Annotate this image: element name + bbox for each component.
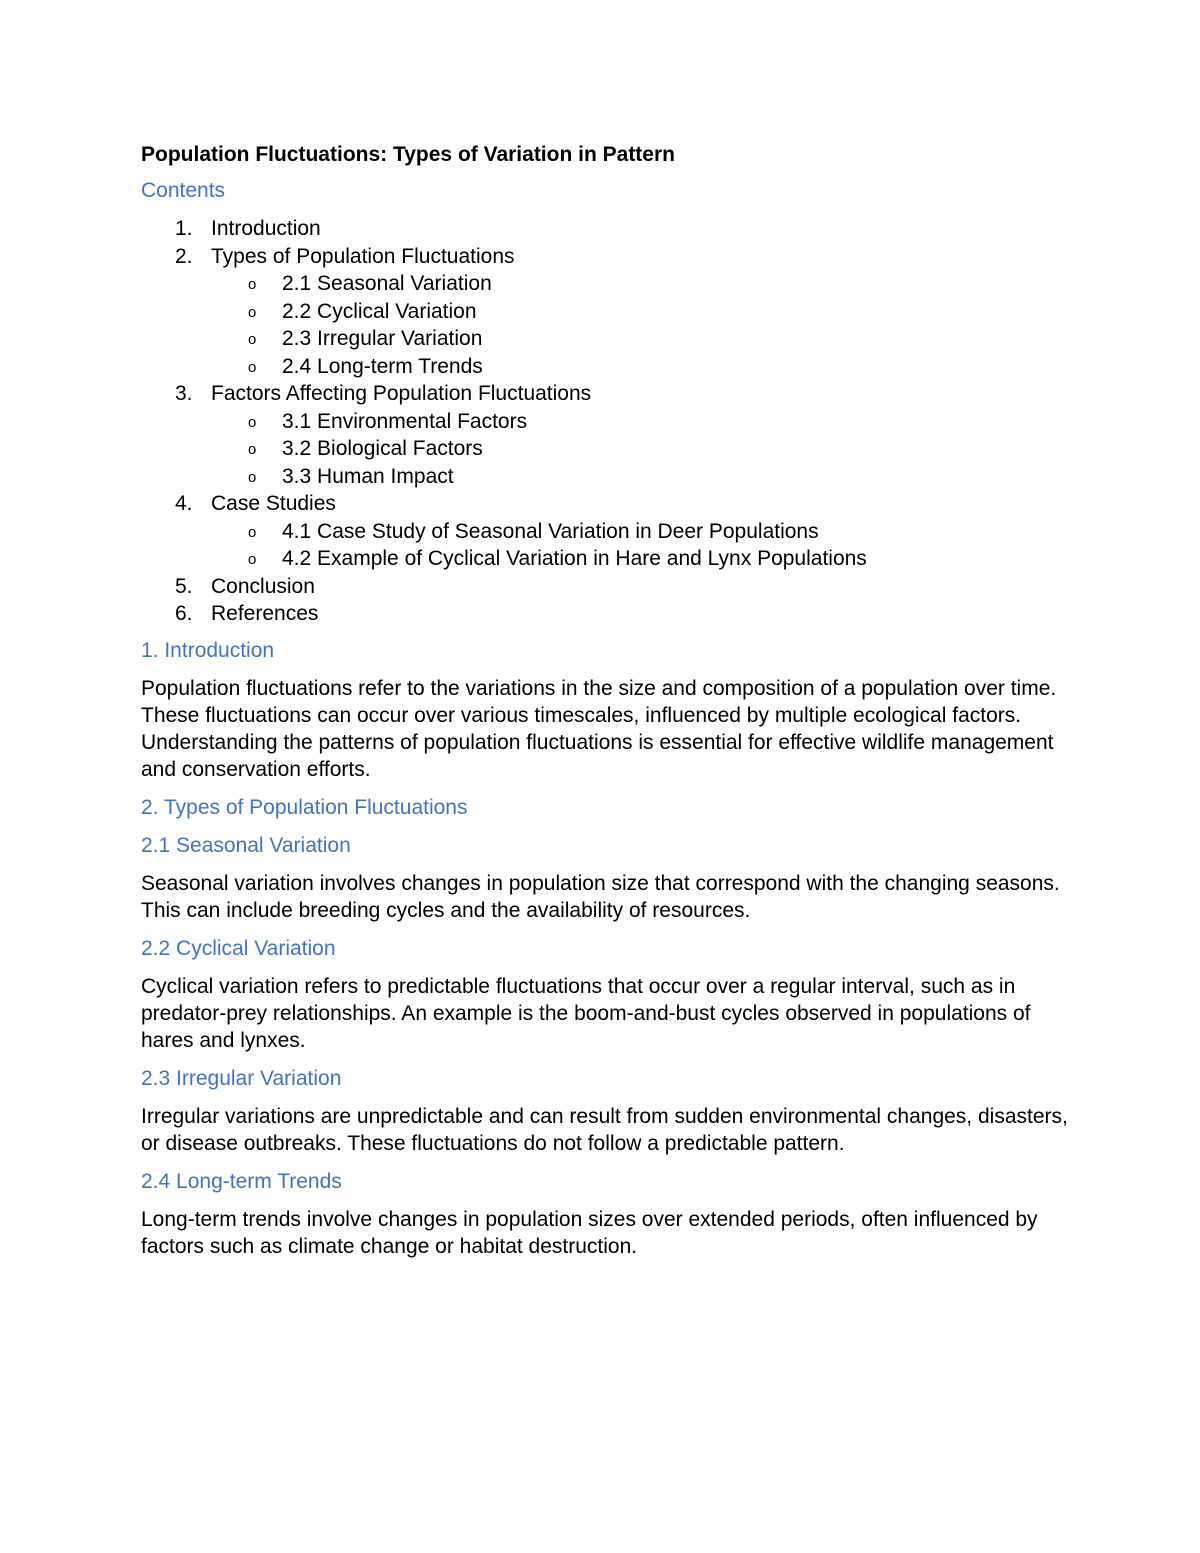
section-heading-types: 2. Types of Population Fluctuations	[141, 795, 468, 819]
toc-label: Conclusion	[211, 574, 315, 598]
toc-sublabel: 2.2 Cyclical Variation	[282, 299, 477, 323]
toc-number: 5.	[175, 574, 193, 598]
toc-item-conclusion[interactable]	[141, 573, 1071, 601]
toc-label: References	[211, 602, 319, 625]
cyclical-paragraph: Cyclical variation refers to predictable fluctuations that occur over a regular interval, such as in predator-prey relationships. An example is the boom-and-bust cycles observed in populations of hares and lynxes.	[141, 974, 1031, 1052]
subsection-heading-irregular: 2.3 Irregular Variation	[141, 1066, 342, 1090]
toc-label: Factors Affecting Population Fluctuations	[211, 382, 592, 405]
toc-item-introduction[interactable]	[141, 215, 1071, 243]
toc-label: Introduction	[211, 217, 321, 240]
toc-subitem-human-impact[interactable]	[141, 463, 1071, 491]
toc-subitem-irregular[interactable]	[141, 325, 1071, 353]
hollow-bullet-icon: o	[248, 551, 257, 568]
toc-number: 1.	[175, 217, 193, 240]
section-heading-introduction: 1. Introduction	[141, 638, 275, 662]
contents-heading: Contents	[141, 179, 226, 202]
toc-subitem-hare-lynx[interactable]	[141, 545, 1071, 573]
introduction-paragraph: Population fluctuations refer to the variations in the size and composition of a population over time. These fluctuations can occur over various timescales, influenced by multiple ecological factors. Understanding the patterns of population fluctuations is essential for effective wildlife management and conservation efforts.	[141, 676, 1057, 781]
document-body	[141, 140, 1071, 1271]
toc-sublabel: 2.3 Irregular Variation	[282, 327, 483, 350]
toc-subitem-cyclical[interactable]	[141, 298, 1071, 326]
hollow-bullet-icon: o	[248, 441, 257, 458]
toc-sublist	[211, 270, 1071, 380]
toc-item-factors[interactable]	[141, 380, 1071, 490]
toc-sublabel: 3.3 Human Impact	[282, 464, 454, 488]
toc-item-references[interactable]	[141, 600, 1071, 628]
subsection-heading-seasonal: 2.1 Seasonal Variation	[141, 833, 351, 857]
hollow-bullet-icon: o	[248, 303, 257, 321]
toc-sublabel: 3.1 Environmental Factors	[282, 409, 528, 433]
document-title: Population Fluctuations: Types of Variation in Pattern	[141, 143, 675, 166]
toc-subitem-longterm[interactable]	[141, 353, 1071, 381]
subsection-heading-longterm: 2.4 Long-term Trends	[141, 1169, 342, 1193]
hollow-bullet-icon: o	[248, 413, 257, 431]
toc-sublist	[211, 518, 1071, 573]
longterm-paragraph: Long-term trends involve changes in population sizes over extended periods, often influenced by factors such as climate change or habitat destruction.	[141, 1207, 1038, 1258]
toc-subitem-biological[interactable]	[141, 435, 1071, 463]
toc-sublist	[211, 408, 1071, 491]
toc-subitem-environmental[interactable]	[141, 408, 1071, 436]
seasonal-paragraph: Seasonal variation involves changes in population size that correspond with the changing seasons. This can include breeding cycles and the availability of resources.	[141, 871, 1060, 922]
toc-label: Types of Population Fluctuations	[211, 244, 515, 268]
table-of-contents	[141, 215, 1071, 628]
toc-item-case-studies[interactable]	[141, 490, 1071, 573]
toc-label: Case Studies	[211, 492, 336, 515]
irregular-paragraph: Irregular variations are unpredictable and can result from sudden environmental changes, disasters, or disease outbreaks. These fluctuations do not follow a predictable pattern.	[141, 1104, 1068, 1155]
toc-subitem-seasonal[interactable]	[141, 270, 1071, 298]
toc-item-types[interactable]	[141, 243, 1071, 381]
toc-subitem-deer[interactable]	[141, 518, 1071, 546]
hollow-bullet-icon: o	[248, 276, 257, 293]
hollow-bullet-icon: o	[248, 358, 257, 376]
toc-sublabel: 2.1 Seasonal Variation	[282, 272, 492, 295]
toc-number: 4.	[175, 492, 193, 515]
hollow-bullet-icon: o	[248, 523, 257, 541]
toc-number: 6.	[175, 602, 193, 625]
toc-sublabel: 4.1 Case Study of Seasonal Variation in Deer Populations	[282, 519, 819, 543]
toc-sublabel: 4.2 Example of Cyclical Variation in Hare and Lynx Populations	[282, 547, 867, 570]
subsection-heading-cyclical: 2.2 Cyclical Variation	[141, 936, 336, 960]
toc-sublabel: 2.4 Long-term Trends	[282, 354, 483, 378]
toc-number: 2.	[175, 244, 193, 268]
toc-sublabel: 3.2 Biological Factors	[282, 437, 483, 460]
hollow-bullet-icon: o	[248, 331, 257, 348]
hollow-bullet-icon: o	[248, 468, 257, 486]
toc-number: 3.	[175, 382, 193, 405]
